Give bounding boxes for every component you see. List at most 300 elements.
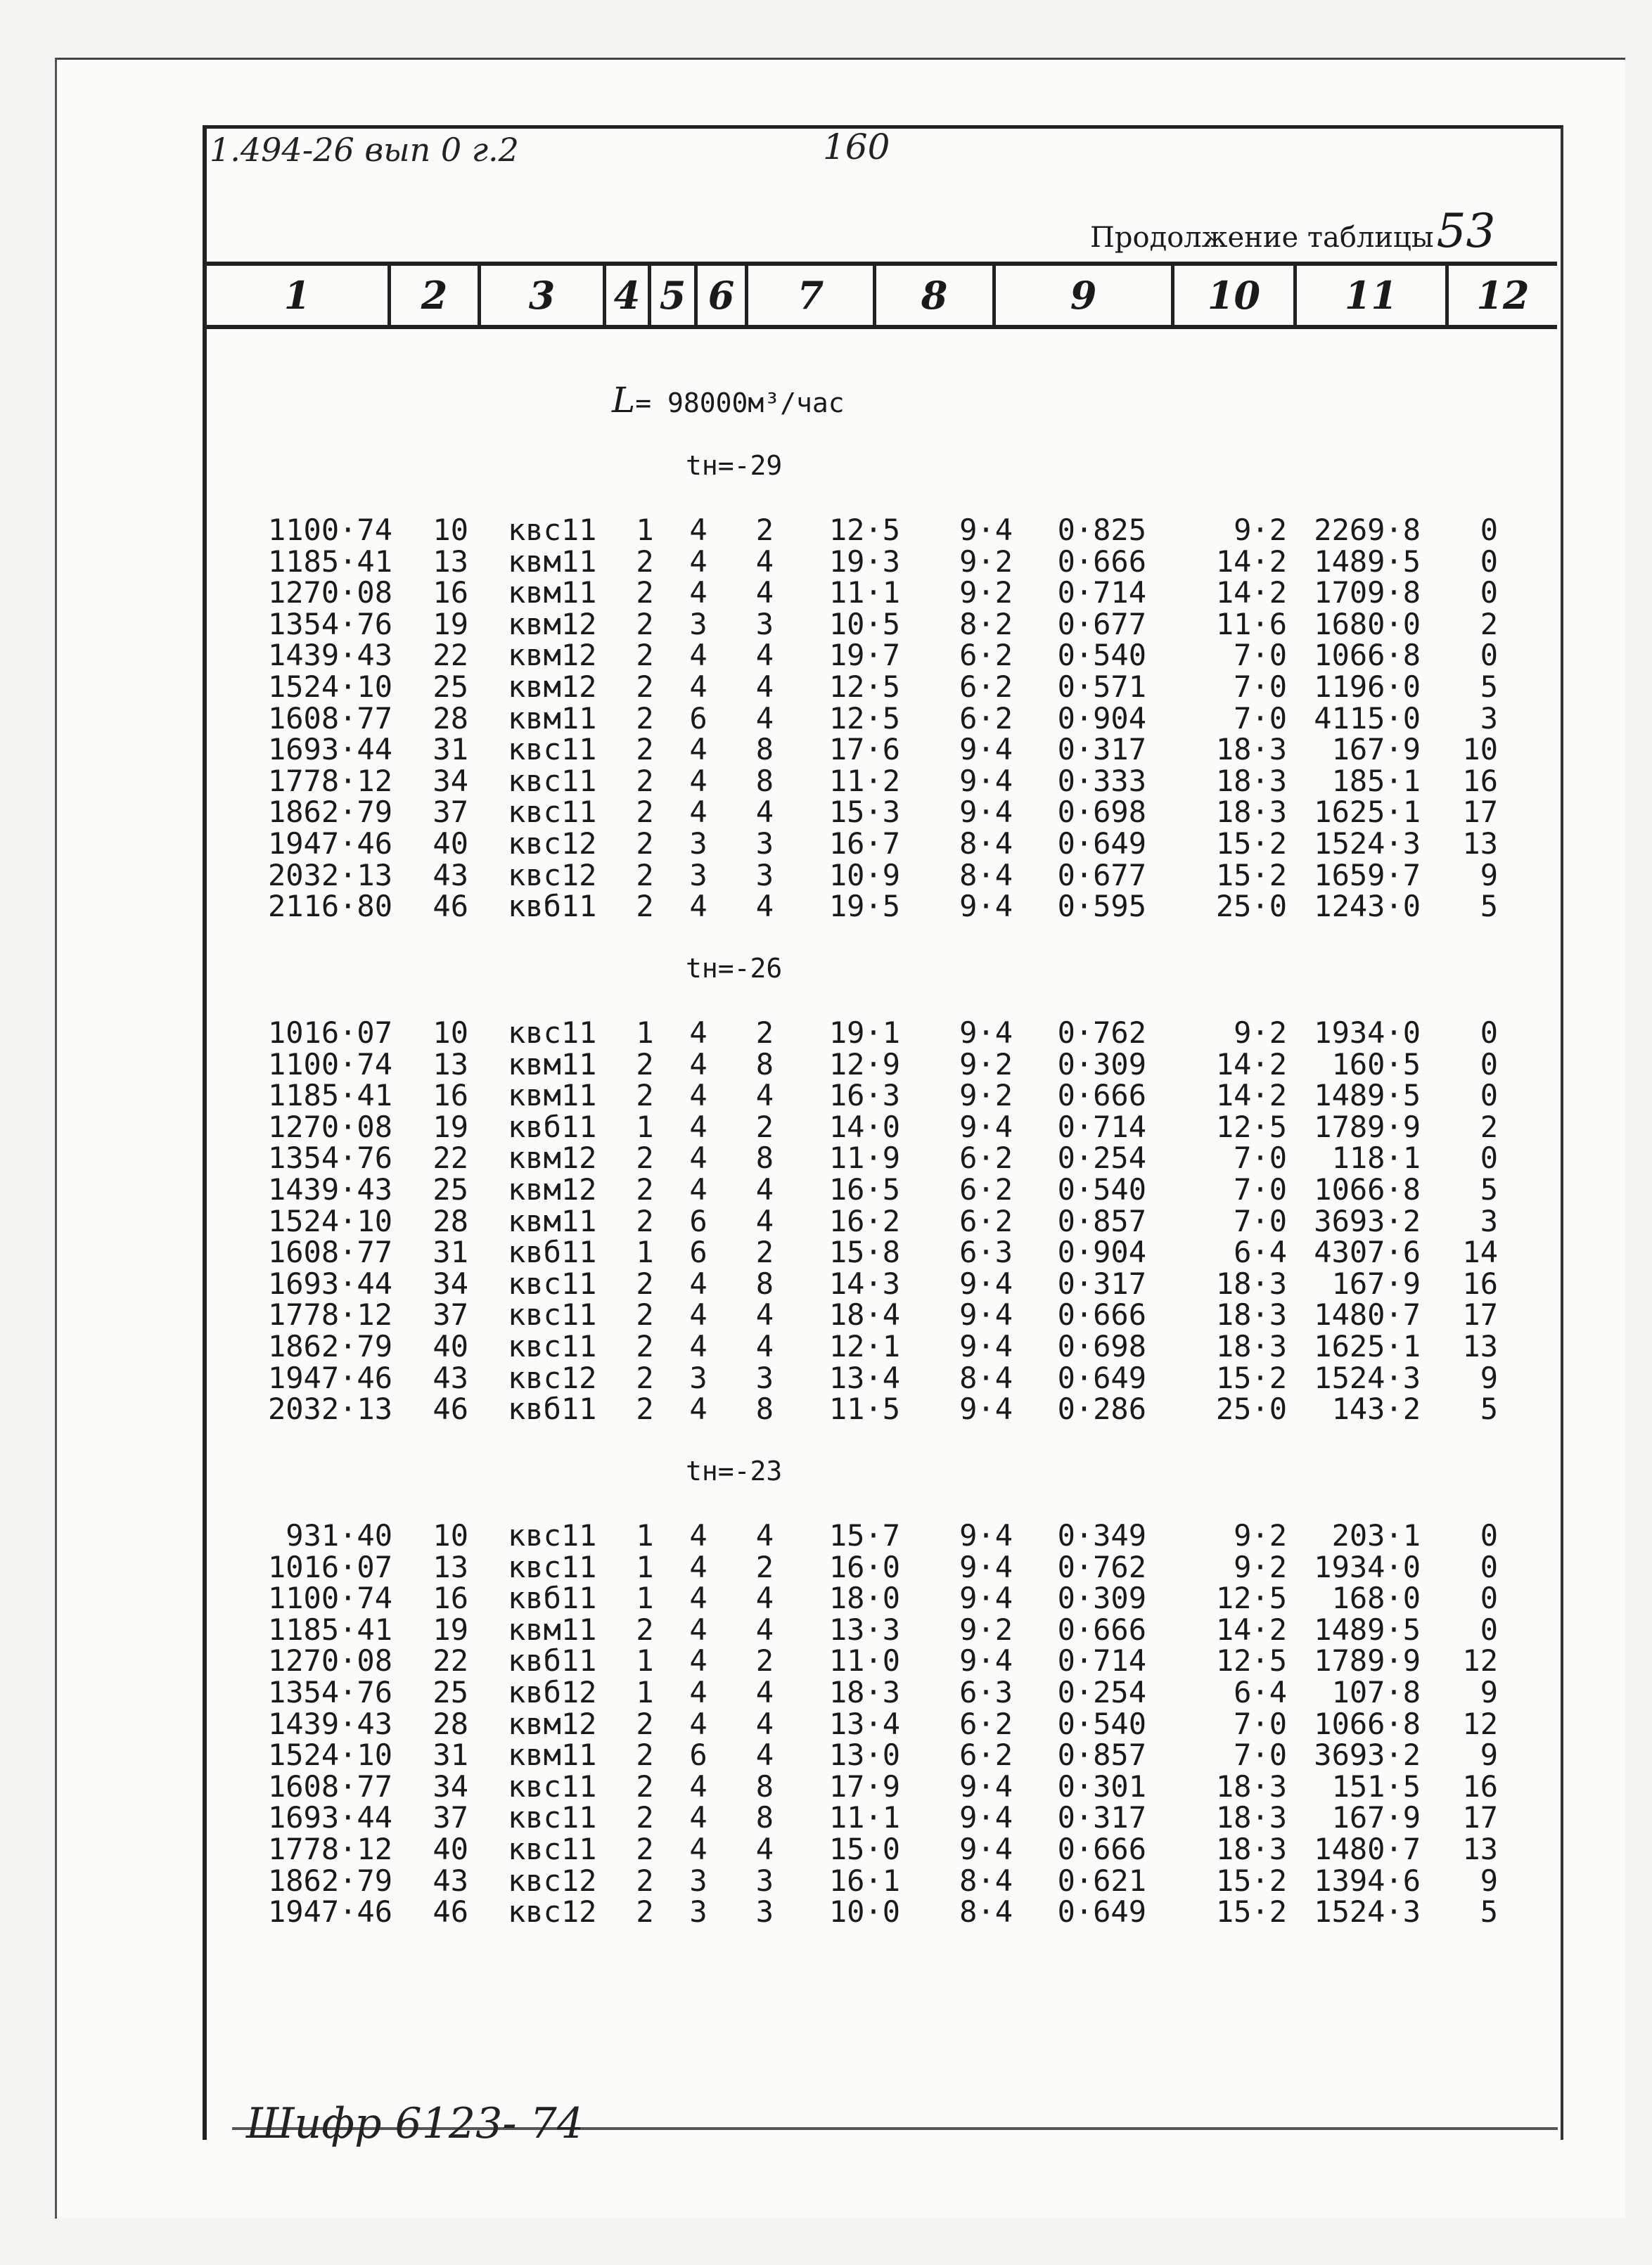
table-cell: 7·0	[1234, 1738, 1287, 1772]
table-cell: 4	[689, 889, 707, 923]
table-cell: 16	[433, 1581, 468, 1615]
table-cell: 0·621	[1057, 1863, 1146, 1898]
table-cell: квб11	[508, 1392, 597, 1426]
table-cell: 18·3	[1215, 764, 1287, 798]
table-cell: 25	[433, 669, 468, 704]
table-cell: 0	[1480, 575, 1498, 610]
table-cell: 12	[1462, 1643, 1498, 1678]
table-cell: 1	[636, 1550, 654, 1584]
table-cell: 1608·77	[267, 1769, 392, 1804]
table-cell: 0·857	[1057, 1204, 1146, 1238]
table-cell: 0·714	[1057, 1643, 1146, 1678]
table-cell: 13	[1462, 1832, 1498, 1866]
table-cell: 19	[433, 1612, 468, 1647]
table-cell: 0·666	[1057, 544, 1146, 579]
table-cell: 1778·12	[267, 1297, 392, 1332]
table-cell: 3	[755, 826, 774, 861]
table-row	[0, 1394, 1652, 1425]
table-cell: 6	[689, 701, 707, 736]
table-cell: 6·3	[959, 1675, 1013, 1709]
table-row	[0, 1297, 1652, 1332]
table-cell: 6	[689, 1738, 707, 1772]
table-cell: 25	[433, 1675, 468, 1709]
table-cell: 0·649	[1057, 1361, 1146, 1395]
table-cell: 0	[1480, 1518, 1498, 1553]
table-cell: квм11	[508, 1204, 597, 1238]
table-cell: 9	[1480, 1863, 1498, 1898]
table-cell: 6·2	[959, 1738, 1013, 1772]
table-cell: 18·3	[1215, 1832, 1287, 1866]
table-cell: 4	[755, 1707, 774, 1741]
table-cell: 12·5	[1215, 1581, 1287, 1615]
table-cell: 9·4	[959, 1110, 1013, 1144]
table-cell: 0·677	[1057, 607, 1146, 641]
table-cell: 12·5	[828, 701, 900, 736]
table-cell: 9·4	[959, 1581, 1013, 1615]
table-cell: 16·1	[828, 1863, 900, 1898]
table-cell: 11·1	[828, 575, 900, 610]
table-cell: 11·6	[1215, 607, 1287, 641]
table-cell: 9·2	[1234, 1518, 1287, 1553]
table-cell: 17	[1462, 795, 1498, 829]
table-cell: 46	[433, 889, 468, 923]
section-title: tн=-23	[686, 1456, 783, 1487]
table-cell: квс11	[508, 513, 597, 547]
table-cell: 0·649	[1057, 826, 1146, 861]
table-cell: 28	[433, 701, 468, 736]
table-cell: 2	[636, 638, 654, 672]
table-cell: 7·0	[1234, 638, 1287, 672]
table-cell: 9·2	[1234, 1550, 1287, 1584]
table-cell: 4	[755, 795, 774, 829]
table-cell: 1862·79	[267, 1329, 392, 1364]
table-cell: 8	[755, 1047, 774, 1082]
table-cell: 6	[689, 1235, 707, 1269]
column-header: 8	[876, 266, 996, 325]
table-cell: 3693·2	[1314, 1738, 1421, 1772]
table-cell: 6·2	[959, 1172, 1013, 1207]
table-cell: 16·7	[828, 826, 900, 861]
table-cell: 0·677	[1057, 858, 1146, 892]
table-cell: 2	[636, 1204, 654, 1238]
table-cell: 19·5	[828, 889, 900, 923]
table-cell: 1185·41	[267, 544, 392, 579]
table-cell: квб11	[508, 889, 597, 923]
table-cell: 2	[636, 701, 654, 736]
table-cell: 3	[755, 858, 774, 892]
table-cell: 4307·6	[1314, 1235, 1421, 1269]
table-cell: 4	[689, 1266, 707, 1301]
table-cell: 13	[1462, 826, 1498, 861]
table-cell: 16	[433, 575, 468, 610]
table-cell: квм11	[508, 1612, 597, 1647]
table-cell: 1100·74	[267, 1047, 392, 1082]
table-cell: 11·5	[828, 1392, 900, 1426]
table-row	[0, 1143, 1652, 1174]
table-cell: 6·4	[1234, 1675, 1287, 1709]
table-row	[0, 703, 1652, 734]
column-header: 7	[748, 266, 876, 325]
table-cell: 31	[433, 1738, 468, 1772]
table-cell: 3	[755, 607, 774, 641]
table-cell: 10	[433, 513, 468, 547]
table-cell: 1	[636, 513, 654, 547]
table-cell: 8	[755, 1800, 774, 1835]
table-cell: 2	[636, 826, 654, 861]
table-cell: 6·2	[959, 638, 1013, 672]
table-row	[0, 1331, 1652, 1362]
table-cell: 1524·10	[267, 1204, 392, 1238]
table-cell: 9·4	[959, 889, 1013, 923]
table-cell: 167·9	[1331, 1800, 1421, 1835]
table-cell: 2	[636, 1707, 654, 1741]
table-cell: 4	[755, 1518, 774, 1553]
table-cell: 1789·9	[1314, 1110, 1421, 1144]
table-cell: 13·0	[828, 1738, 900, 1772]
table-cell: 0·762	[1057, 1015, 1146, 1050]
table-cell: 1439·43	[267, 1707, 392, 1741]
table-row	[0, 1363, 1652, 1394]
table-cell: 18·4	[828, 1297, 900, 1332]
table-cell: 34	[433, 764, 468, 798]
table-cell: 1	[636, 1581, 654, 1615]
table-cell: 151·5	[1331, 1769, 1421, 1804]
table-cell: 13	[1462, 1329, 1498, 1364]
table-cell: 931·40	[286, 1518, 392, 1553]
table-cell: 0·540	[1057, 1707, 1146, 1741]
table-cell: 2	[755, 1235, 774, 1269]
table-row	[0, 891, 1652, 922]
table-cell: 2	[636, 1297, 654, 1332]
table-cell: 9·4	[959, 795, 1013, 829]
table-cell: 1185·41	[267, 1612, 392, 1647]
table-cell: 3	[1480, 701, 1498, 736]
table-cell: 0·595	[1057, 889, 1146, 923]
table-cell: 1709·8	[1314, 575, 1421, 610]
table-cell: квс11	[508, 1800, 597, 1835]
table-cell: 5	[1480, 1894, 1498, 1929]
table-cell: 2	[1480, 1110, 1498, 1144]
table-cell: 4	[689, 795, 707, 829]
table-row	[0, 1049, 1652, 1080]
table-row	[0, 1863, 1652, 1898]
table-cell: 18·3	[1215, 795, 1287, 829]
table-cell: 12·9	[828, 1047, 900, 1082]
table-row	[0, 1771, 1652, 1802]
table-cell: 9·4	[959, 732, 1013, 766]
table-cell: 2	[636, 1800, 654, 1835]
table-cell: 0·317	[1057, 1266, 1146, 1301]
table-cell: 0	[1480, 638, 1498, 672]
table-row	[0, 640, 1652, 671]
table-cell: 1659·7	[1314, 858, 1421, 892]
table-cell: 4	[689, 732, 707, 766]
table-cell: 25·0	[1215, 889, 1287, 923]
column-header: 9	[996, 266, 1174, 325]
table-cell: 0·254	[1057, 1675, 1146, 1709]
table-cell: 15·2	[1215, 826, 1287, 861]
table-cell: 11·9	[828, 1141, 900, 1175]
table-cell: 9·2	[959, 1078, 1013, 1112]
table-cell: 12	[1462, 1707, 1498, 1741]
table-cell: 4	[755, 1832, 774, 1866]
caption-text: Продолжение таблицы	[1090, 222, 1434, 254]
table-cell: 8·4	[959, 858, 1013, 892]
table-cell: 14·2	[1215, 575, 1287, 610]
table-cell: 16	[1462, 1769, 1498, 1804]
table-cell: 9·4	[959, 1518, 1013, 1553]
table-row	[0, 515, 1652, 546]
table-cell: 1778·12	[267, 764, 392, 798]
table-cell: квб11	[508, 1110, 597, 1144]
table-cell: 2	[636, 858, 654, 892]
table-cell: 1100·74	[267, 1581, 392, 1615]
table-cell: 1354·76	[267, 1141, 392, 1175]
table-cell: 2	[636, 1832, 654, 1866]
table-cell: 7·0	[1234, 1204, 1287, 1238]
table-cell: 15·2	[1215, 858, 1287, 892]
table-cell: 7·0	[1234, 1172, 1287, 1207]
table-cell: 6·2	[959, 1141, 1013, 1175]
table-cell: 4	[755, 1204, 774, 1238]
table-cell: 15·0	[828, 1832, 900, 1866]
table-cell: 2	[636, 669, 654, 704]
table-cell: 2	[636, 1047, 654, 1082]
table-cell: 19·3	[828, 544, 900, 579]
table-cell: 1625·1	[1314, 795, 1421, 829]
table-cell: 1489·5	[1314, 1612, 1421, 1647]
table-cell: 4	[689, 1612, 707, 1647]
table-cell: 0·540	[1057, 638, 1146, 672]
table-cell: 2	[636, 1172, 654, 1207]
table-row	[0, 1583, 1652, 1614]
table-cell: 9	[1480, 1738, 1498, 1772]
table-cell: 12·5	[1215, 1110, 1287, 1144]
table-cell: 0·571	[1057, 669, 1146, 704]
table-cell: 1016·07	[267, 1015, 392, 1050]
table-cell: 10·0	[828, 1894, 900, 1929]
table-cell: 4	[689, 1550, 707, 1584]
table-cell: 16·0	[828, 1550, 900, 1584]
table-cell: 5	[1480, 1392, 1498, 1426]
page-number: 160	[823, 127, 890, 167]
table-cell: 9·2	[1234, 1015, 1287, 1050]
table-cell: 6	[689, 1204, 707, 1238]
table-cell: 4115·0	[1314, 701, 1421, 736]
table-cell: 9·2	[1234, 513, 1287, 547]
table-cell: 1439·43	[267, 638, 392, 672]
table-cell: 1016·07	[267, 1550, 392, 1584]
table-cell: 10·9	[828, 858, 900, 892]
table-cell: квм11	[508, 1738, 597, 1772]
table-cell: 0·666	[1057, 1832, 1146, 1866]
table-cell: 203·1	[1331, 1518, 1421, 1553]
table-cell: 1947·46	[267, 826, 392, 861]
table-cell: 16	[433, 1078, 468, 1112]
table-cell: 4	[689, 1832, 707, 1866]
table-cell: 1947·46	[267, 1894, 392, 1929]
table-cell: 0	[1480, 513, 1498, 547]
airflow-value: = 98000м³/час	[635, 387, 845, 418]
table-cell: 9	[1480, 1675, 1498, 1709]
table-cell: 18·3	[1215, 1769, 1287, 1804]
table-cell: 1862·79	[267, 795, 392, 829]
table-cell: 4	[689, 638, 707, 672]
table-cell: 0	[1480, 1078, 1498, 1112]
table-cell: 18·3	[1215, 1297, 1287, 1332]
table-row	[0, 1266, 1652, 1301]
table-cell: 40	[433, 826, 468, 861]
table-cell: 17	[1462, 1800, 1498, 1835]
column-header-row	[207, 262, 1557, 329]
table-cell: 2032·13	[267, 1392, 392, 1426]
table-cell: 168·0	[1331, 1581, 1421, 1615]
table-cell: 43	[433, 1361, 468, 1395]
table-cell: 1	[636, 1235, 654, 1269]
table-cell: квс11	[508, 732, 597, 766]
table-cell: 14·2	[1215, 1612, 1287, 1647]
table-cell: 2	[636, 1738, 654, 1772]
table-cell: 1066·8	[1314, 1172, 1421, 1207]
table-cell: квм12	[508, 638, 597, 672]
table-cell: 3	[689, 1863, 707, 1898]
table-row	[0, 1894, 1652, 1929]
table-cell: 7·0	[1234, 701, 1287, 736]
table-cell: 12·5	[828, 513, 900, 547]
table-cell: 185·1	[1331, 764, 1421, 798]
table-cell: квс11	[508, 1832, 597, 1866]
table-cell: 0·349	[1057, 1518, 1146, 1553]
table-cell: 1100·74	[267, 513, 392, 547]
table-cell: 4	[689, 1707, 707, 1741]
table-cell: 0	[1480, 1612, 1498, 1647]
table-cell: 1	[636, 1518, 654, 1553]
table-cell: 8	[755, 1769, 774, 1804]
column-header: 11	[1297, 266, 1449, 325]
table-cell: 4	[755, 701, 774, 736]
table-cell: 4	[689, 1172, 707, 1207]
table-cell: 18·3	[1215, 1266, 1287, 1301]
table-cell: 19	[433, 1110, 468, 1144]
table-cell: 2	[636, 764, 654, 798]
table-cell: 9	[1480, 858, 1498, 892]
table-cell: 46	[433, 1894, 468, 1929]
table-cell: 8·4	[959, 826, 1013, 861]
table-cell: 15·8	[828, 1235, 900, 1269]
table-cell: 3	[1480, 1204, 1498, 1238]
table-cell: 8·4	[959, 1863, 1013, 1898]
table-cell: 1270·08	[267, 575, 392, 610]
table-row	[0, 1174, 1652, 1205]
table-cell: 4	[689, 1643, 707, 1678]
table-cell: 9·4	[959, 1832, 1013, 1866]
table-cell: 14·0	[828, 1110, 900, 1144]
table-cell: 10	[1462, 732, 1498, 766]
table-row	[0, 577, 1652, 608]
table-cell: 1862·79	[267, 1863, 392, 1898]
table-cell: 1196·0	[1314, 669, 1421, 704]
table-cell: 1066·8	[1314, 638, 1421, 672]
table-cell: 4	[755, 889, 774, 923]
table-cell: 0·333	[1057, 764, 1146, 798]
table-cell: 4	[689, 1078, 707, 1112]
table-cell: 1934·0	[1314, 1015, 1421, 1050]
table-cell: 1354·76	[267, 607, 392, 641]
table-cell: 22	[433, 638, 468, 672]
table-cell: квс11	[508, 1015, 597, 1050]
table-cell: 0·317	[1057, 732, 1146, 766]
table-cell: 107·8	[1331, 1675, 1421, 1709]
table-cell: 8·2	[959, 607, 1013, 641]
table-cell: 6·3	[959, 1235, 1013, 1269]
column-header: 5	[651, 266, 698, 325]
table-number: 53	[1436, 204, 1496, 258]
table-cell: 8	[755, 764, 774, 798]
table-cell: 13	[433, 544, 468, 579]
table-cell: 13·4	[828, 1361, 900, 1395]
table-cell: 3	[755, 1894, 774, 1929]
table-cell: квс11	[508, 1266, 597, 1301]
table-cell: 8	[755, 1266, 774, 1301]
table-cell: 19	[433, 607, 468, 641]
table-cell: 37	[433, 1800, 468, 1835]
table-row	[0, 1645, 1652, 1676]
footer-note: Шифр 6123- 74	[246, 2099, 584, 2148]
table-cell: 15·3	[828, 795, 900, 829]
table-cell: 4	[689, 1329, 707, 1364]
table-cell: 4	[755, 544, 774, 579]
table-cell: 0·904	[1057, 1235, 1146, 1269]
table-cell: квс11	[508, 1329, 597, 1364]
table-cell: 0·254	[1057, 1141, 1146, 1175]
table-cell: 18·3	[1215, 1329, 1287, 1364]
table-cell: 0·904	[1057, 701, 1146, 736]
table-cell: 9·4	[959, 1015, 1013, 1050]
table-cell: 9·4	[959, 1800, 1013, 1835]
table-cell: квм12	[508, 607, 597, 641]
table-cell: 46	[433, 1392, 468, 1426]
table-cell: квс12	[508, 826, 597, 861]
table-cell: 14	[1462, 1235, 1498, 1269]
table-cell: 1934·0	[1314, 1550, 1421, 1584]
table-cell: 6·4	[1234, 1235, 1287, 1269]
table-cell: 9·4	[959, 1643, 1013, 1678]
table-row	[0, 1206, 1652, 1237]
table-cell: 2116·80	[267, 889, 392, 923]
table-cell: 19·7	[828, 638, 900, 672]
table-cell: 11·1	[828, 1800, 900, 1835]
table-cell: квм11	[508, 701, 597, 736]
table-cell: 9·4	[959, 1266, 1013, 1301]
table-cell: 8	[755, 1392, 774, 1426]
table-row	[0, 1520, 1652, 1551]
table-cell: 37	[433, 1297, 468, 1332]
table-cell: 4	[755, 1581, 774, 1615]
table-cell: 0·301	[1057, 1769, 1146, 1804]
table-row	[0, 1237, 1652, 1268]
table-cell: 2	[636, 732, 654, 766]
table-cell: 25	[433, 1172, 468, 1207]
table-row	[0, 766, 1652, 797]
table-cell: 22	[433, 1141, 468, 1175]
table-cell: 3	[689, 1894, 707, 1929]
table-cell: 1680·0	[1314, 607, 1421, 641]
table-cell: 0·714	[1057, 575, 1146, 610]
table-cell: 1439·43	[267, 1172, 392, 1207]
table-cell: 11·0	[828, 1643, 900, 1678]
table-cell: 1	[636, 1110, 654, 1144]
table-cell: 167·9	[1331, 732, 1421, 766]
